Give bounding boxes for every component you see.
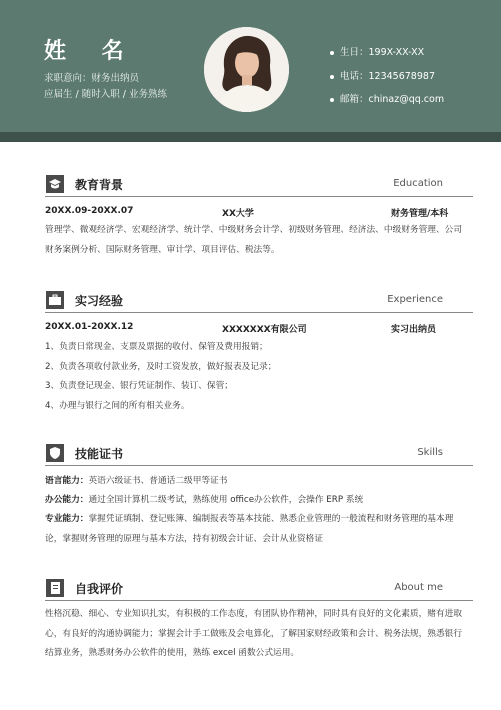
education-major: 财务管理/本科 xyxy=(391,209,449,219)
education-courses: 管理学、微观经济学、宏观经济学、统计学、中级财务会计学、初级财务管理、经济法、中级财务管理、公司财务案例分析、国际财务管理、审计学、项目评估、税法等。 xyxy=(45,225,462,255)
section-title-en: About me xyxy=(394,582,443,593)
about-text: 性格沉稳、细心、专业知识扎实，有积极的工作态度，有团队协作精神，同时具有良好的文化素质，赌有进取心，有良好的沟通协调能力；掌握会计手工做账及会电算化，了解国家财经政策和会计、税务法规，熟悉银行结算业务，熟悉财务办公软件的使用，熟练 excel 函数公式运用。 xyxy=(45,609,462,658)
section-title: 实习经验 xyxy=(75,294,124,308)
experience-role: 实习出纳员 xyxy=(391,325,437,335)
contact-email: 邮箱：chinaz@qq.com xyxy=(330,91,444,105)
section-experience xyxy=(45,290,473,313)
candidate-status: 应届生 / 随时入职 / 业务熟练 xyxy=(44,89,167,100)
dot-icon xyxy=(330,98,334,102)
list-item: 3、负责登记现金、银行凭证制作、装订、保管； xyxy=(45,381,233,391)
section-skills xyxy=(45,443,473,466)
section-education xyxy=(45,174,473,197)
dot-icon xyxy=(330,51,334,55)
shield-icon xyxy=(46,444,64,462)
skill-professional: 专业能力：掌握凭证填制、登记账簿、编制报表等基本技能、熟悉企业管理的一般流程和财务管理的基本理论，掌握财务管理的原理与基本方法，持有初级会计证、会计从业资格证 xyxy=(45,514,454,544)
section-title-en: Skills xyxy=(417,447,443,458)
section-title: 技能证书 xyxy=(75,447,124,461)
section-title-en: Education xyxy=(393,178,443,189)
candidate-name: 姓 名 xyxy=(44,39,138,64)
education-period: 20XX.09-20XX.07 xyxy=(45,206,134,216)
list-item: 2、负责各项收付款业务，及时工资发放，做好报表及记录； xyxy=(45,361,277,372)
experience-company: XXXXXXX有限公司 xyxy=(222,325,307,335)
contact-phone: 电话：12345678987 xyxy=(330,68,435,82)
experience-period: 20XX.01-20XX.12 xyxy=(45,322,134,332)
list-item: 4、办理与银行之间的所有相关业务。 xyxy=(45,400,190,411)
section-title: 自我评价 xyxy=(75,582,124,596)
header-bottom-bar xyxy=(0,132,501,142)
section-about xyxy=(45,578,473,601)
profile-photo xyxy=(204,27,289,112)
graduation-cap-icon xyxy=(46,175,64,193)
education-school: XX大学 xyxy=(222,209,254,219)
contact-birthday: 生日：199X-XX-XX xyxy=(330,44,424,58)
document-icon xyxy=(46,579,64,597)
job-intention: 求职意向：财务出纳员 xyxy=(44,73,140,84)
dot-icon xyxy=(330,75,334,79)
section-title-en: Experience xyxy=(387,294,443,305)
skill-office: 办公能力：通过全国计算机二级考试，熟练使用 office办公软件，会操作 ERP 系统 xyxy=(45,495,364,505)
section-title: 教育背景 xyxy=(75,178,124,192)
briefcase-icon xyxy=(46,291,64,309)
skill-language: 语言能力：英语六级证书、普通话二级甲等证书 xyxy=(45,476,228,486)
experience-duties xyxy=(45,338,465,416)
list-item: 1、负责日常现金、支票及票据的收付、保管及费用报销； xyxy=(45,342,268,352)
